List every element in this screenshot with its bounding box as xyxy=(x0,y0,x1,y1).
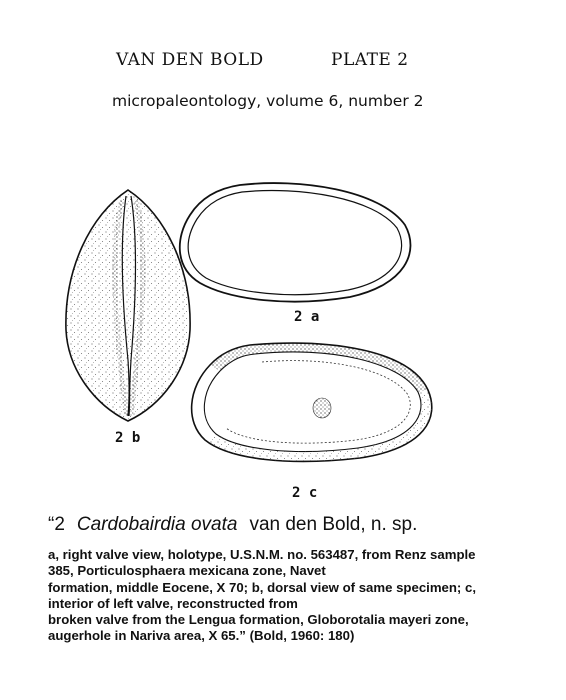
plate-number: PLATE 2 xyxy=(331,50,409,70)
figure-2a-right-valve xyxy=(180,183,411,302)
figure-2b-dorsal-view xyxy=(66,190,190,421)
caption-line: interior of left valve, reconstructed from xyxy=(48,595,298,611)
caption-title xyxy=(48,514,417,536)
figure-label-2b: 2 b xyxy=(115,430,141,446)
caption-number: “2 xyxy=(48,514,65,535)
plate-author: VAN DEN BOLD xyxy=(116,50,264,70)
figure-label-2a: 2 a xyxy=(294,309,320,325)
caption-body xyxy=(48,547,560,645)
muscle-scar xyxy=(313,398,331,418)
species-authority: van den Bold, n. sp. xyxy=(249,514,418,535)
journal-citation: micropaleontology, volume 6, number 2 xyxy=(112,92,424,110)
caption-line: broken valve from the Lengua formation, Globorotalia mayeri zone, xyxy=(48,612,469,628)
figure-2c-valve-interior xyxy=(192,343,432,461)
caption-line: 385, Porticulosphaera mexicana zone, Navet xyxy=(48,563,326,579)
caption-line: formation, middle Eocene, X 70; b, dorsal view of same specimen; c, xyxy=(48,579,476,595)
caption-line: augerhole in Nariva area, X 65.” (Bold, 1960: 180) xyxy=(48,628,355,644)
caption-line: a, right valve view, holotype, U.S.N.M. no. 563487, from Renz sample xyxy=(48,547,476,562)
species-name: Cardobairdia ovata xyxy=(76,514,238,535)
figure-label-2c: 2 c xyxy=(292,485,318,501)
